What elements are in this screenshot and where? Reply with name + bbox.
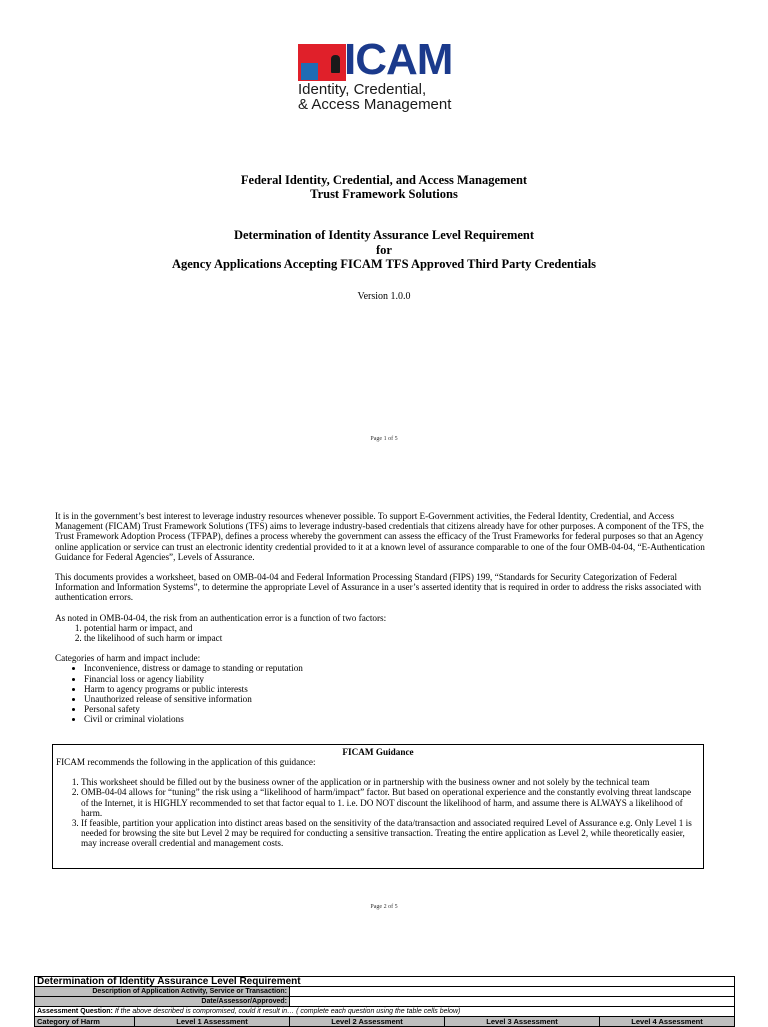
doc-title-line1: Federal Identity, Credential, and Access Management [240, 173, 528, 187]
logo-tagline [298, 82, 451, 112]
intro-paragraph-2: This documents provides a worksheet, based on OMB-04-04 and Federal Information Processing Standard (FIPS) 199, “Standards for Security Categorization of Federal Information and Information Systems”, to determine the appropriate Level of Assurance in a user’s asserted identity that is required in order to address the risks associated with authentication errors. [55, 572, 702, 603]
categories-list [55, 663, 705, 724]
header-category-of-harm: Category of Harm [35, 1017, 135, 1027]
logo-mark [298, 35, 473, 84]
worksheet-title: Determination of Identity Assurance Level Requirement [35, 977, 735, 987]
list-item: • Unauthorized release of sensitive information [84, 694, 705, 704]
intro-paragraph-3: As noted in OMB-04-04, the risk from an authentication error is a function of two factors: [55, 612, 387, 623]
logo-blue-block [301, 63, 318, 80]
logo-tagline-line2: & Access Management [298, 96, 452, 113]
list-item: 3. If feasible, partition your application into distinct areas based on the sensitivity of the data/transaction and associated required Level of Assurance e.g. Only Level 1 is needed for browsing the site but Level 2 may be required for conducting a sensitive transaction. Treating the entire application as Level 2, while theoretically easier, may increase overall credential and management costs. [81, 818, 697, 849]
list-item: • Harm to agency programs or public interests [84, 684, 705, 694]
doc-subtitle-line3: Agency Applications Accepting FICAM TFS Approved Third Party Credentials [171, 257, 597, 271]
date-assessor-field[interactable] [290, 997, 735, 1007]
list-item: • Civil or criminal violations [84, 714, 705, 724]
list-item: 2. the likelihood of such harm or impact [84, 633, 705, 643]
list-item: 1. potential harm or impact, and [84, 623, 705, 633]
ficam-guidance-box [52, 744, 704, 869]
list-item: • Financial loss or agency liability [84, 674, 705, 684]
assessment-question-label: Assessment Question: [37, 1008, 113, 1015]
page-number-1: Page 1 of 5 [370, 436, 398, 442]
ficam-logo [298, 35, 473, 114]
date-assessor-label: Date/Assessor/Approved: [35, 997, 290, 1007]
page-number-2: Page 2 of 5 [370, 904, 398, 910]
doc-subtitle-line1: Determination of Identity Assurance Level Requirement [233, 228, 535, 242]
list-item: • Personal safety [84, 704, 705, 714]
version-label: Version 1.0.0 [357, 291, 411, 302]
list-item: 2. OMB-04-04 allows for “tuning” the risk using a “likelihood of harm/impact” factor. But based on operational experience and the constantly evolving threat landscape of the Internet, it is HIGHLY recommended to set that factor equal to 1. i.e. DO NOT discount the likelihood of harm, and assume there is ALWAYS a likelihood of harm. [81, 787, 697, 818]
keyhole-icon [331, 55, 340, 73]
description-label: Description of Application Activity, Service or Transaction: [35, 987, 290, 997]
guidance-title: FICAM Guidance [342, 747, 414, 757]
description-field[interactable] [290, 987, 735, 997]
assessment-question [35, 1007, 735, 1017]
doc-title-line2: Trust Framework Solutions [310, 187, 458, 201]
intro-paragraph-4: Categories of harm and impact include: [55, 653, 201, 664]
header-level-1: Level 1 Assessment [135, 1017, 290, 1027]
doc-subtitle-line2: for [376, 243, 392, 257]
header-level-3: Level 3 Assessment [445, 1017, 600, 1027]
header-level-2: Level 2 Assessment [290, 1017, 445, 1027]
worksheet-table [34, 976, 735, 1027]
guidance-list [53, 777, 703, 848]
assessment-question-text: If the above described is compromised, could it result in… ( complete each question using the table cells below) [114, 1008, 461, 1015]
logo-tagline-line1: Identity, Credential, [298, 81, 427, 98]
list-item: • Inconvenience, distress or damage to standing or reputation [84, 663, 705, 673]
header-level-4: Level 4 Assessment [600, 1017, 735, 1027]
list-item: 1. This worksheet should be filled out by the business owner of the application or in partnership with the business owner and not solely by the technical team [81, 777, 697, 787]
factors-list [55, 623, 705, 643]
logo-wordmark: ICAM [344, 35, 453, 84]
intro-section [55, 511, 705, 725]
intro-paragraph-1: It is in the government’s best interest to leverage industry resources whenever possible. To support E-Government activities, the Federal Identity, Credential, and Access Management (FICAM) Trust Framework Solutions (TFS) aims to leverage industry-based credentials that citizens already have for other purposes. A component of the TFS, the Trust Framework Adoption Process (TFPAP), defines a process whereby the government can assess the efficacy of the Trust Frameworks for federal purposes so that an Agency online application or service can trust an electronic identity credential provided to it at a known level of assurance comparable to one of the four OMB-04-04, “E-Authentication Guidance for Federal Agencies”, Levels of Assurance. [55, 511, 705, 562]
worksheet-header-row [35, 1017, 735, 1027]
guidance-intro: FICAM recommends the following in the application of this guidance: [56, 757, 316, 767]
